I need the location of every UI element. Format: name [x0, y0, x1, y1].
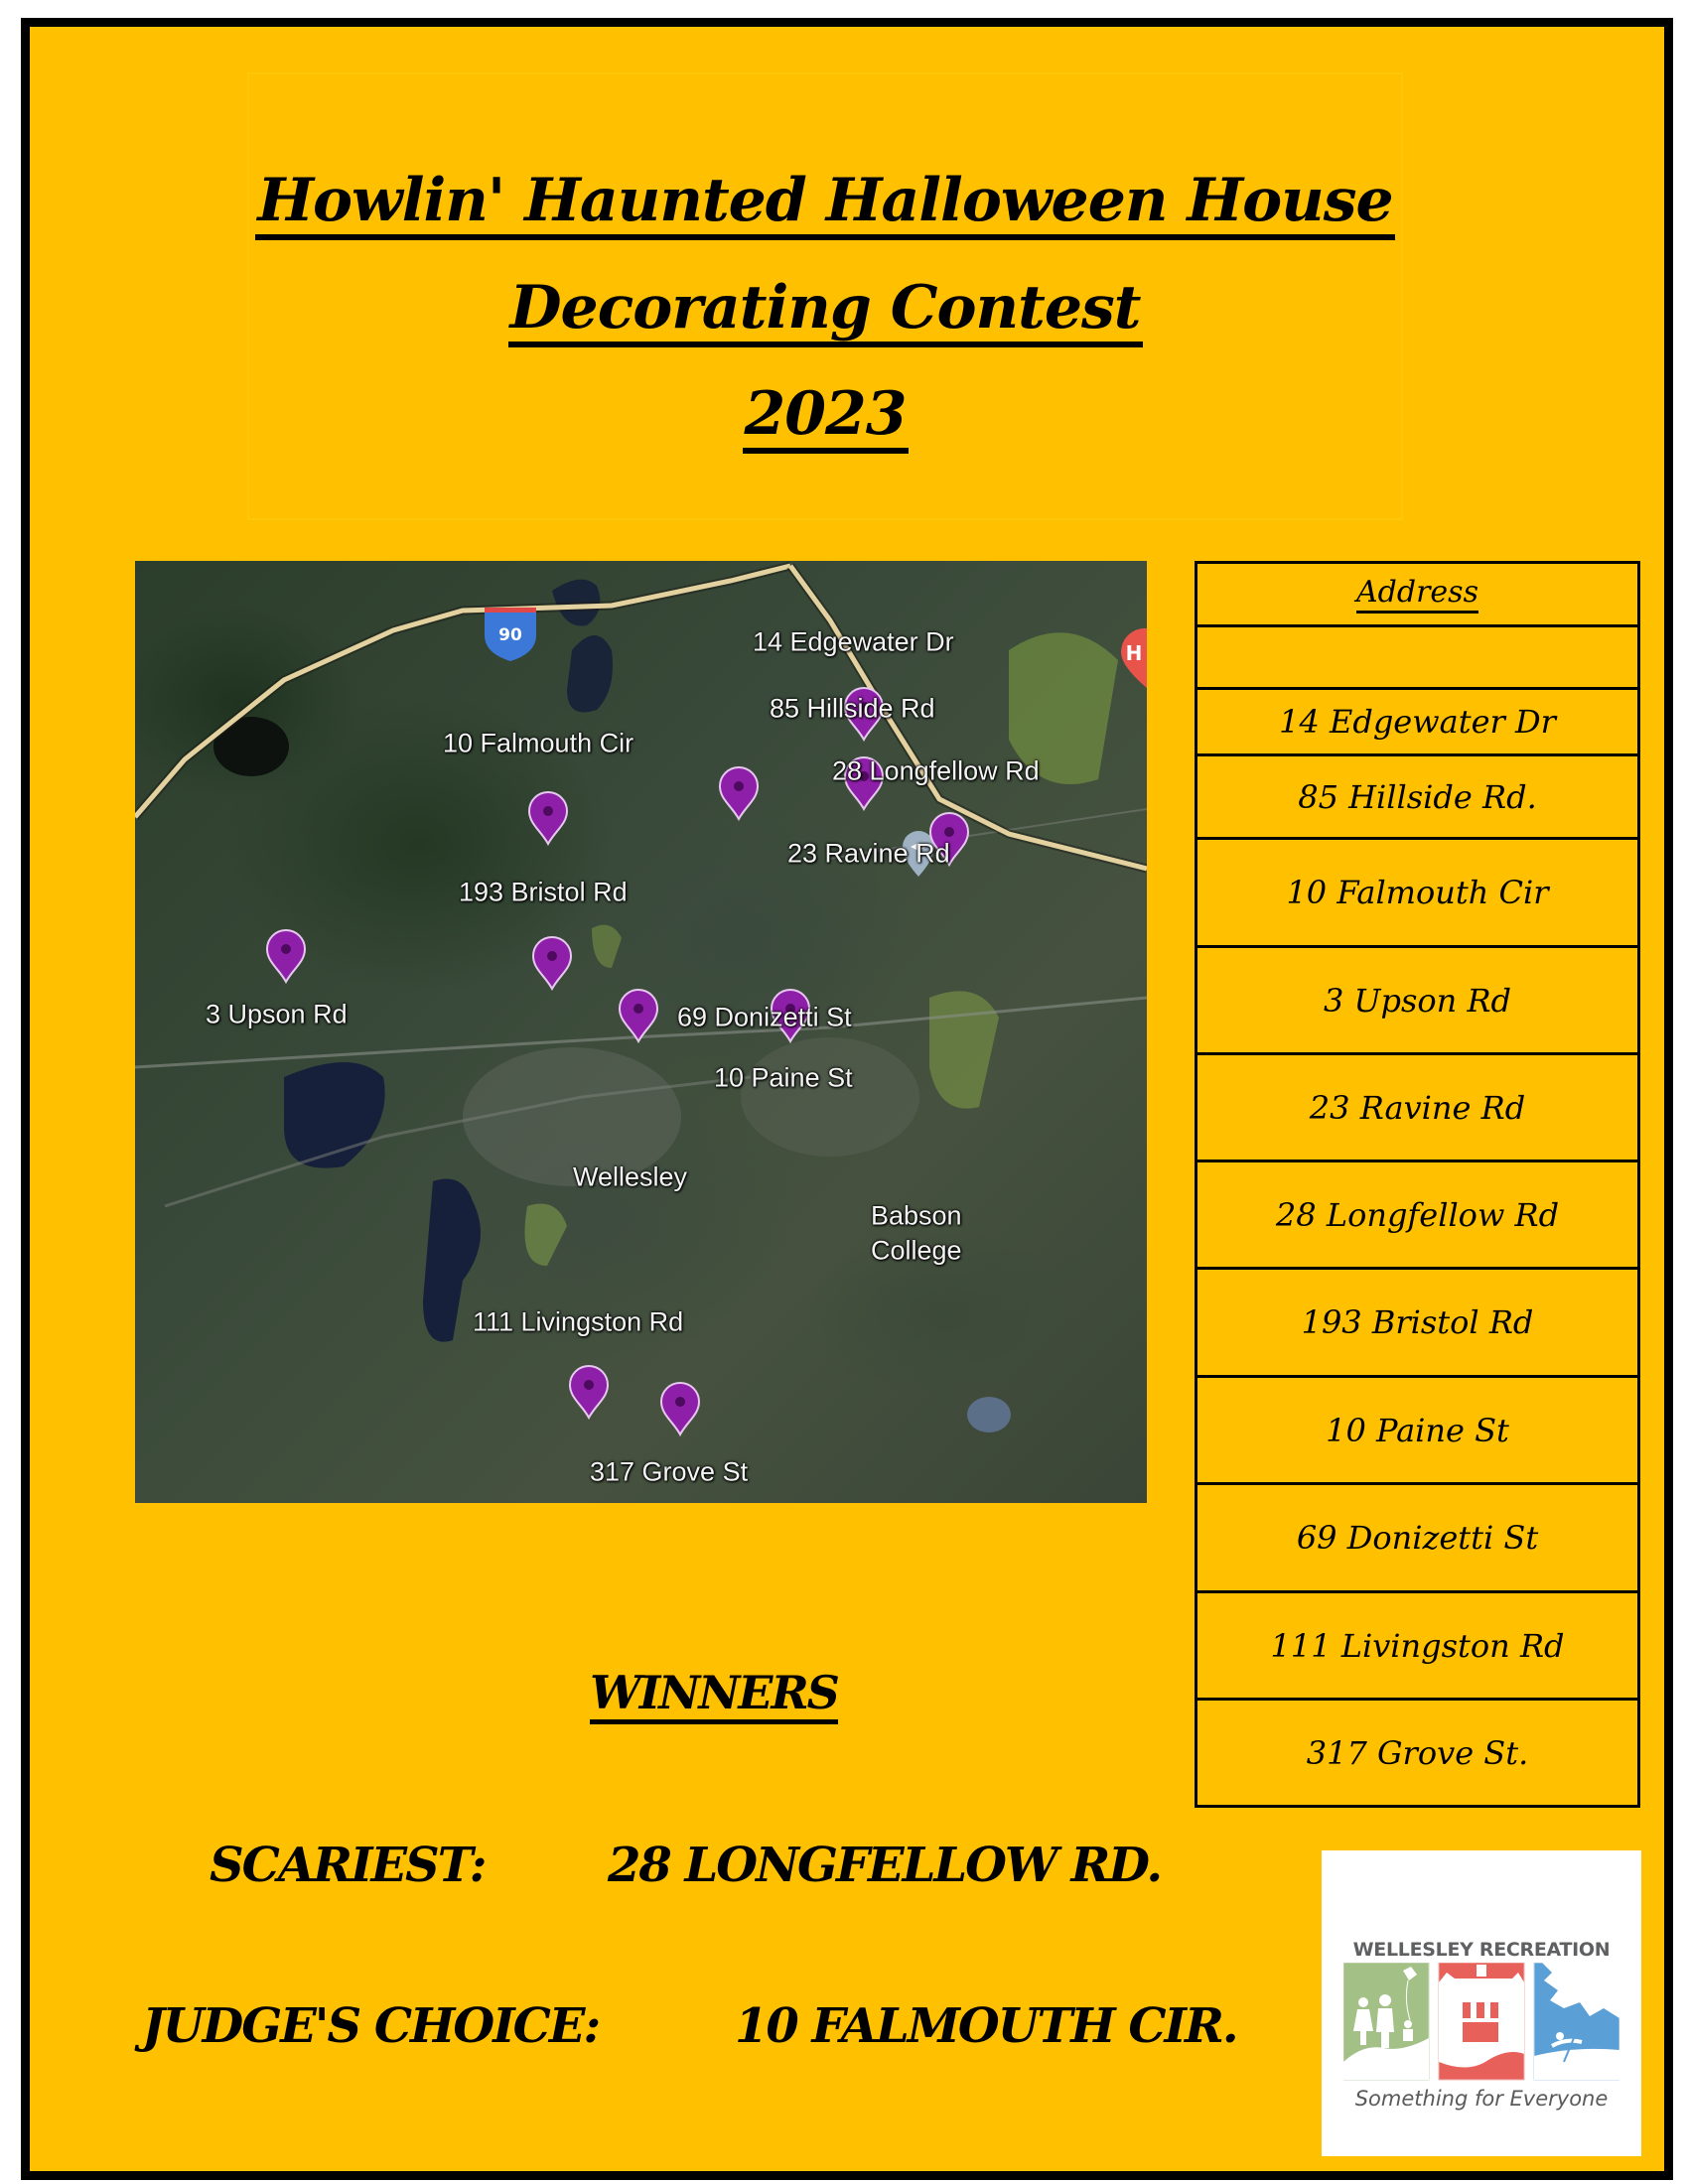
map-label-falmouth: 10 Falmouth Cir	[443, 728, 634, 758]
address-row: 23 Ravine Rd	[1197, 1055, 1637, 1162]
map-pin-icon[interactable]	[717, 764, 761, 822]
hospital-marker-icon	[1121, 628, 1147, 688]
map-label-upson: 3 Upson Rd	[206, 999, 348, 1029]
map-label-livingston: 111 Livingston Rd	[473, 1306, 684, 1337]
address-row: 193 Bristol Rd	[1197, 1270, 1637, 1378]
map-label-hillside: 85 Hillside Rd	[770, 693, 935, 724]
map-label-grove: 317 Grove St	[590, 1456, 749, 1487]
address-table-header: Address	[1197, 564, 1637, 627]
map-label-babson-line2: College	[871, 1235, 962, 1266]
title-year: 2023	[249, 384, 1401, 454]
flyer-page	[21, 18, 1673, 2180]
map-label-babson-line1: Babson	[871, 1200, 962, 1231]
map-label-longfellow: 28 Longfellow Rd	[832, 755, 1040, 786]
logo-title: WELLESLEY RECREATION	[1352, 1939, 1611, 1961]
map-pin-icon[interactable]	[658, 1380, 702, 1437]
satellite-map	[135, 561, 1147, 1503]
address-row: 14 Edgewater Dr	[1197, 690, 1637, 756]
address-row: 111 Livingston Rd	[1197, 1593, 1637, 1701]
address-row: 10 Falmouth Cir	[1197, 840, 1637, 948]
map-label-wellesley: Wellesley	[573, 1161, 688, 1192]
address-row: 317 Grove St.	[1306, 1733, 1529, 1772]
map-label-donizetti: 69 Donizetti St	[677, 1002, 852, 1032]
judges-choice-winner: 10 FALMOUTH CIR.	[735, 1998, 1237, 2054]
map-pin-icon[interactable]	[617, 987, 660, 1044]
address-row: 28 Longfellow Rd	[1197, 1162, 1637, 1270]
map-label-edgewater: 14 Edgewater Dr	[753, 626, 954, 657]
address-row: 85 Hillside Rd.	[1197, 756, 1637, 840]
winners-heading: WINNERS	[570, 1670, 858, 1724]
address-row	[1197, 627, 1637, 690]
wellesley-recreation-logo	[1322, 1850, 1641, 2156]
svg-text:H: H	[1125, 641, 1143, 665]
map-pin-icon[interactable]	[526, 789, 570, 847]
address-row: 3 Upson Rd	[1197, 948, 1637, 1055]
title-block	[247, 72, 1403, 520]
interstate-shield-icon	[485, 608, 536, 661]
logo-tagline: Something for Everyone	[1354, 2087, 1609, 2111]
scariest-winner: 28 LONGFELLOW RD.	[608, 1838, 1162, 1893]
logo-panels-icon	[1343, 1963, 1619, 2082]
map-pin-icon[interactable]	[530, 934, 574, 992]
map-label-paine: 10 Paine St	[714, 1062, 853, 1093]
title-line-1: Howlin' Haunted Halloween House	[249, 171, 1401, 240]
address-row: 69 Donizetti St	[1197, 1485, 1637, 1593]
address-table	[1195, 561, 1640, 1808]
scariest-label: SCARIEST:	[210, 1838, 486, 1893]
map-label-bristol: 193 Bristol Rd	[459, 877, 628, 907]
address-row: 10 Paine St	[1197, 1378, 1637, 1485]
judges-choice-label: JUDGE'S CHOICE:	[142, 1998, 600, 2054]
map-label-ravine: 23 Ravine Rd	[787, 838, 950, 869]
map-pin-icon[interactable]	[264, 927, 308, 985]
svg-text:90: 90	[498, 625, 522, 645]
title-line-2: Decorating Contest	[249, 278, 1401, 347]
map-pin-icon[interactable]	[567, 1363, 611, 1421]
